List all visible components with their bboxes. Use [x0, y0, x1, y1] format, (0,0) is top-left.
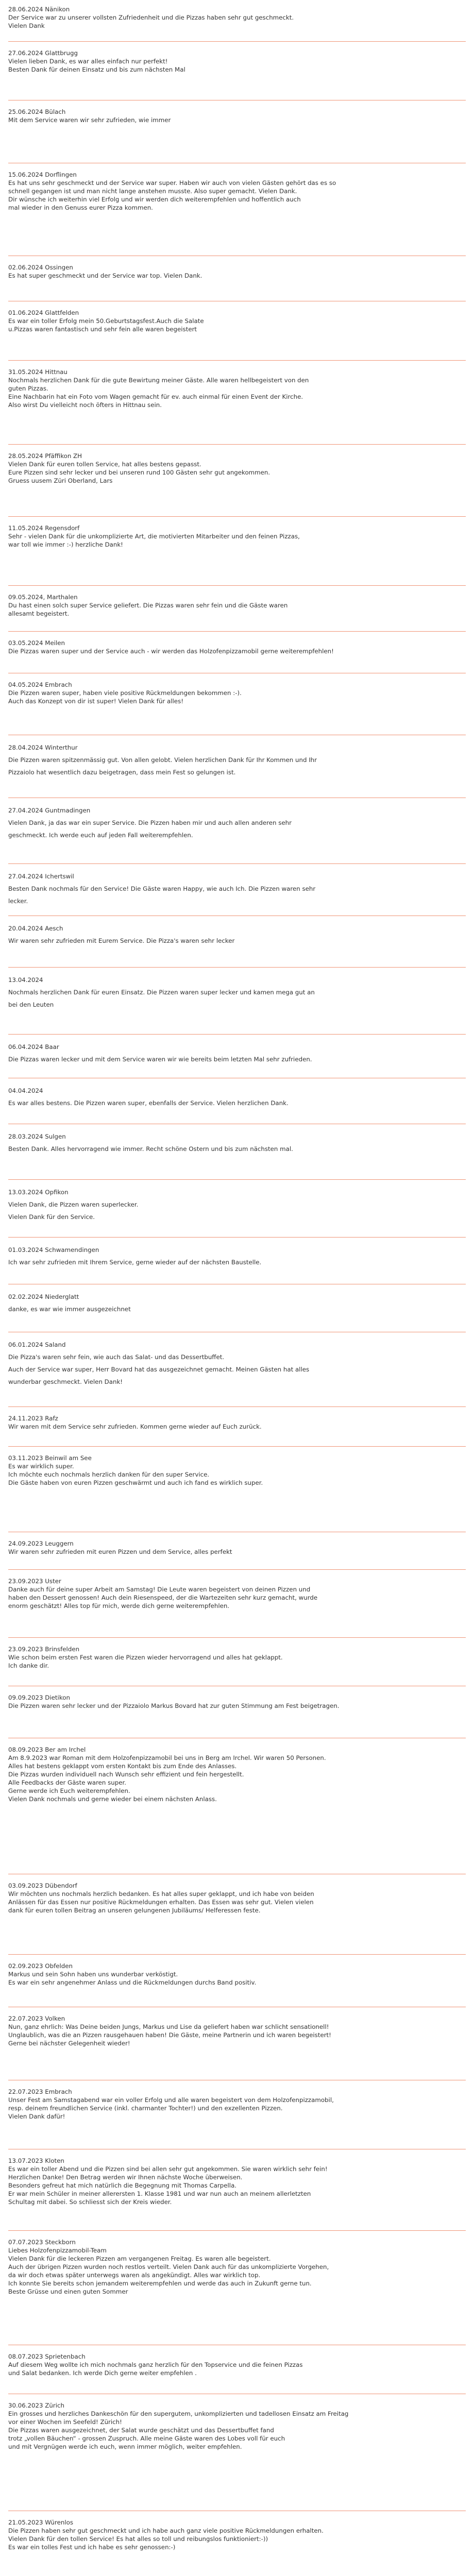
testimonial-entry — [8, 1454, 466, 1532]
testimonial-text-line: da wir doch etwas später unterwegs waren als angekündigt. Alles war wirklich top. — [8, 2272, 261, 2279]
testimonial-text-line: Eure Pizzen sind sehr lecker und bei unseren rund 100 Gästen sehr gut angekommen. — [8, 469, 270, 476]
testimonial-entry — [8, 309, 466, 361]
testimonial-entry — [8, 639, 466, 673]
testimonial-text-line: Ein grosses und herzliches Dankeschön für den supergutem, unkomplizierten und tadellosen Einsatz am Freitag — [8, 2410, 349, 2417]
testimonial-text-line: Am 8.9.2023 war Roman mit dem Holzofenpizzamobil bei uns in Berg am Irchel. Wir waren 50 Personen. — [8, 1754, 326, 1761]
testimonial-text-line: Die Pizzen waren spitzenmässig gut. Von allen gelobt. Vielen herzlichen Dank für Ihr Kommen und Ihr — [8, 756, 317, 764]
testimonial-text-line: Auch das Konzept von dir ist super! Vielen Dank für alles! — [8, 698, 183, 705]
testimonial-text-line: Gruess uusem Züri Oberland, Lars — [8, 477, 113, 484]
testimonial-text-line: Besten Dank nochmals für den Service! Die Gäste waren Happy, wie auch Ich. Die Pizzen waren sehr — [8, 885, 316, 892]
testimonial-date-location: 09.09.2023 Dietikon — [8, 1694, 70, 1701]
testimonial-text-line: Gerne werde ich Euch weiterempfehlen. — [8, 1787, 130, 1794]
testimonial-date-location: 22.07.2023 Volken — [8, 2015, 65, 2022]
testimonial-entry — [8, 2157, 466, 2231]
testimonial-date-location: 30.06.2023 Zürich — [8, 2402, 64, 2409]
testimonial-entry — [8, 2088, 466, 2149]
testimonial-date-location: 13.07.2023 Kloten — [8, 2157, 64, 2164]
testimonial-entry — [8, 975, 466, 1035]
testimonial-entry — [8, 1086, 466, 1124]
testimonial-text-line: Ich konnte Sie bereits schon jemandem weiterempfehlen und werde das auch in Zukunft gerne tun. — [8, 2280, 312, 2287]
testimonial-text-line: Wie schon beim ersten Fest waren die Pizzen wieder hervorragend und alles hat geklappt. — [8, 1654, 283, 1661]
testimonial-text-line: Liebes Holzofenpizzamobil-Team — [8, 2247, 107, 2254]
testimonial-date-location: 01.06.2024 Glattfelden — [8, 309, 79, 316]
testimonial-text-line: Es war ein toller Erfolg mein 50.Geburtstagsfest.Auch die Salate — [8, 317, 204, 325]
testimonial-entry — [8, 1340, 466, 1407]
testimonial-text-line: Vielen Dank, die Pizzen waren superlecker. — [8, 1201, 139, 1208]
testimonial-text-line: vor einer Wochen im Seefeld! Zürich! — [8, 2418, 122, 2426]
testimonial-date-location: 28.06.2024 Nänikon — [8, 6, 70, 13]
testimonial-text-line: u.Pizzas waren fantastisch und sehr fein alle waren begeistert — [8, 326, 197, 333]
testimonial-text-line: Pizzaiolo hat wesentlich dazu beigetragen, dass mein Fest so gelungen ist. — [8, 769, 236, 776]
testimonial-text-line: Herzlichen Danke! Den Betrag werden wir Ihnen nächste Woche überweisen. — [8, 2174, 243, 2181]
testimonial-text-line: Sehr - vielen Dank für die unkomplizierte Art, die motivierten Mitarbeiter und den feinen Pizzas, — [8, 533, 300, 540]
testimonial-text-line: Markus und sein Sohn haben uns wunderbar verköstigt. — [8, 1971, 178, 1978]
testimonial-text-line: Vielen Dank dafür! — [8, 2113, 65, 2120]
testimonial-text-line: und mit Vergnügen werde ich euch, wenn immer möglich, weiter empfehlen. — [8, 2443, 242, 2450]
testimonial-entry — [8, 923, 466, 968]
testimonial-text-line: allesamt begeistert. — [8, 610, 70, 617]
testimonial-date-location: 02.09.2023 Obfelden — [8, 1962, 73, 1970]
testimonial-date-location: 04.05.2024 Embrach — [8, 681, 72, 688]
testimonial-text-line: Besten Dank für deinen Einsatz und bis zum nächsten Mal — [8, 66, 185, 73]
testimonial-text-line: Es hat uns sehr geschmeckt und der Service war super. Haben wir auch von vielen Gästen gehört das es so — [8, 179, 336, 187]
testimonial-entry — [8, 805, 466, 864]
testimonial-text-line: Du hast einen solch super Service geliefert. Die Pizzas waren sehr fein und die Gäste waren — [8, 602, 288, 609]
testimonial-text-line: und Salat bedanken. Ich werde Dich gerne weiter empfehlen . — [8, 2369, 197, 2377]
testimonial-entry — [8, 593, 466, 632]
testimonial-entry — [8, 1042, 466, 1078]
testimonial-entry — [8, 524, 466, 586]
testimonial-entry — [8, 1131, 466, 1180]
testimonial-date-location: 27.04.2024 Guntmadingen — [8, 807, 91, 814]
testimonial-text-line: mal wieder in den Genuss eurer Pizza kommen. — [8, 204, 153, 211]
testimonial-text-line: Die Gäste haben von euren Pizzen geschwärmt und auch ich fand es wirklich super. — [8, 1479, 263, 1486]
testimonial-text-line: haben den Dessert genossen! Auch dein Riesenspeed, der die Wartezeiten sehr kurz gemacht, wurde — [8, 1594, 318, 1601]
testimonial-date-location: 31.05.2024 Hittnau — [8, 368, 67, 376]
testimonial-text-line: Alles hat bestens geklappt vom ersten Kontakt bis zum Ende des Anlasses. — [8, 1762, 237, 1770]
testimonial-date-location: 24.09.2023 Leuggern — [8, 1540, 74, 1547]
testimonial-date-location: 15.06.2024 Dorflingen — [8, 171, 77, 178]
testimonial-text-line: Es war ein toller Abend und die Pizzen sind bei allen sehr gut angekommen. Sie waren wirklich sehr fein! — [8, 2165, 328, 2173]
testimonial-entry — [8, 1187, 466, 1238]
testimonial-text-line: Unser Fest am Samstagabend war ein voller Erfolg und alle waren begeistert von dem Holzofenpizzamobil, — [8, 2096, 334, 2104]
testimonial-text-line: Gerne bei nächster Gelegenheit wieder! — [8, 2040, 130, 2047]
testimonial-text-line: Ich danke dir. — [8, 1662, 49, 1669]
testimonial-text-line: resp. deinem freundlichen Service (inkl. charmanter Tochter!) und den exzellenten Pizzen. — [8, 2105, 283, 2112]
testimonial-date-location: 28.04.2024 Winterthur — [8, 744, 78, 751]
testimonial-text-line: Wir waren mit dem Service sehr zufrieden. Kommen gerne wieder auf Euch zurück. — [8, 1423, 262, 1430]
testimonial-date-location: 28.03.2024 Sulgen — [8, 1133, 66, 1140]
testimonial-entry — [8, 368, 466, 445]
testimonial-text-line: Danke auch für deine super Arbeit am Samstag! Die Leute waren begeistert von deinen Pizzen und — [8, 1586, 311, 1593]
testimonial-text-line: Ich war sehr zufrieden mit Ihrem Service, gerne wieder auf der nächsten Baustelle. — [8, 1259, 262, 1266]
testimonial-text-line: Also wirst Du vielleicht noch öfters in Hittnau sein. — [8, 401, 162, 409]
testimonial-text-line: Eine Nachbarin hat ein Foto vom Wagen gemacht für ev. auch einmal für einen Event der Kirche. — [8, 393, 303, 400]
testimonial-entry — [8, 1693, 466, 1738]
testimonial-date-location: 06.01.2024 Saland — [8, 1341, 66, 1348]
testimonial-text-line: Wir waren sehr zufrieden mit Eurem Service. Die Pizza's waren sehr lecker — [8, 937, 235, 944]
testimonial-text-line: Mit dem Service waren wir sehr zufrieden, wie immer — [8, 116, 171, 124]
testimonial-text-line: Alle Feedbacks der Gäste waren super. — [8, 1779, 127, 1786]
testimonial-date-location: 07.07.2023 Steckborn — [8, 2239, 76, 2246]
testimonial-text-line: Die Pizzas waren lecker und mit dem Service waren wir wie bereits beim letzten Mal sehr zufrieden. — [8, 1056, 312, 1063]
testimonial-date-location: 20.04.2024 Aesch — [8, 925, 63, 932]
testimonial-entry — [8, 742, 466, 798]
testimonial-date-location: 02.02.2024 Niederglatt — [8, 1293, 79, 1300]
testimonial-date-location: 08.07.2023 Sprietenbach — [8, 2353, 86, 2360]
testimonial-entry — [8, 1745, 466, 1874]
testimonial-text-line: Auch der Service war super, Herr Bovard hat das ausgezeichnet gemacht. Meinen Gästen hat alles — [8, 1366, 310, 1373]
testimonial-date-location: 04.04.2024 — [8, 1087, 43, 1094]
testimonial-entry — [8, 452, 466, 517]
testimonial-text-line: Vielen lieben Dank, es war alles einfach nur perfekt! — [8, 58, 168, 65]
testimonial-text-line: Die Pizzas wurden individuell nach Wunsch sehr effizient und fein hergestellt. — [8, 1771, 244, 1778]
testimonial-entry — [8, 1882, 466, 1955]
testimonial-text-line: Die Pizzen haben sehr gut geschmeckt und ich habe auch ganz viele positive Rückmeldungen erhalten. — [8, 2527, 324, 2534]
testimonial-text-line: danke, es war wie immer ausgezeichnet — [8, 1306, 131, 1313]
testimonial-date-location: 03.05.2024 Meilen — [8, 639, 65, 647]
testimonial-text-line: Auch der übrigen Pizzen wurden noch restlos verteilt. Vielen Dank auch für das unkomplizierte Vorgehen, — [8, 2263, 329, 2270]
testimonial-text-line: enorm geschätzt! Alles top für mich, werde dich gerne weiterempfehlen. — [8, 1602, 230, 1609]
testimonial-date-location: 08.09.2023 Ber am Irchel — [8, 1746, 86, 1753]
testimonial-text-line: Es hat super geschmeckt und der Service war top. Vielen Dank. — [8, 272, 202, 279]
testimonial-entry — [8, 2352, 466, 2394]
testimonial-text-line: Auf diesem Weg wollte ich mich nochmals ganz herzlich für den Topservice und die feinen Pizzas — [8, 2361, 303, 2368]
testimonial-date-location: 06.04.2024 Baar — [8, 1043, 59, 1050]
testimonial-entry — [8, 108, 466, 163]
testimonial-entry — [8, 171, 466, 256]
testimonial-text-line: wunderbar geschmeckt. Vielen Dank! — [8, 1378, 123, 1385]
testimonial-text-line: Er war mein Schüler in meiner allerersten 1. Klasse 1981 und war nun auch an meinem allerletzten — [8, 2190, 311, 2197]
testimonial-text-line: Vielen Dank — [8, 22, 45, 29]
testimonial-text-line: lecker. — [8, 897, 28, 905]
testimonial-text-line: Wir waren sehr zufrieden mit euren Pizzen und dem Service, alles perfekt — [8, 1548, 232, 1555]
testimonial-text-line: Nochmals herzlichen Dank für euren Einsatz. Die Pizzen waren super lecker und kamen mega gut an — [8, 989, 315, 996]
testimonial-entry — [8, 49, 466, 100]
testimonial-text-line: Nochmals herzlichen Dank für die gute Bewirtung meiner Gäste. Alle waren hellbegeistert von den — [8, 377, 309, 384]
testimonial-date-location: 23.09.2023 Uster — [8, 1578, 61, 1585]
testimonial-text-line: Beste Grüsse und einen guten Sommer — [8, 2288, 128, 2295]
testimonial-entry — [8, 1414, 466, 1447]
testimonial-text-line: Unglaublich, was die an Pizzen rausgehauen haben! Die Gäste, meine Partnerin und ich waren begeistert! — [8, 2031, 331, 2039]
testimonial-entry — [8, 1245, 466, 1284]
testimonial-text-line: Vielen Dank für den Service. — [8, 1213, 95, 1221]
testimonial-text-line: Die Pizzas waren ausgezeichnet, der Salat wurde geschätzt und das Dessertbuffet fand — [8, 2427, 274, 2434]
testimonial-text-line: Es war alles bestens. Die Pizzen waren super, ebenfalls der Service. Vielen herzlichen Dank. — [8, 1099, 289, 1107]
testimonial-entry — [8, 5, 466, 42]
testimonial-text-line: Vielen Dank nochmals und gerne wieder bei einem nächsten Anlass. — [8, 1795, 217, 1803]
testimonial-date-location: 24.11.2023 Rafz — [8, 1415, 58, 1422]
testimonial-entry — [8, 1645, 466, 1686]
testimonial-entry — [8, 1577, 466, 1638]
testimonial-text-line: Vielen Dank für den tollen Service! Es hat alles so toll und reibungslos funktioniert:-)) — [8, 2535, 268, 2543]
testimonial-date-location: 03.11.2023 Beinwil am See — [8, 1454, 92, 1462]
testimonial-date-location: 21.05.2023 Würenlos — [8, 2519, 73, 2526]
testimonial-text-line: Anlässen für das Essen nur positive Rückmeldungen erhalten. Das Essen was sehr gut. Vielen vielen — [8, 1899, 314, 1906]
testimonial-date-location: 02.06.2024 Ossingen — [8, 264, 73, 271]
testimonial-text-line: Die Pizzas waren super und der Service auch - wir werden das Holzofenpizzamobil gerne weiterempfehlen! — [8, 648, 334, 655]
testimonial-date-location: 25.06.2024 Bülach — [8, 108, 66, 115]
testimonial-text-line: bei den Leuten — [8, 1001, 54, 1008]
testimonial-text-line: guten Pizzas. — [8, 385, 48, 392]
testimonial-entry — [8, 1962, 466, 2007]
testimonial-text-line: Es war ein sehr angenehmer Anlass und die Rückmeldungen durchs Band positiv. — [8, 1979, 257, 1986]
testimonial-text-line: Wir möchten uns nochmals herzlich bedanken. Es hat alles super geklappt, und ich habe von beiden — [8, 1890, 314, 1897]
testimonial-entry — [8, 681, 466, 735]
testimonial-text-line: Ich möchte euch nochmals herzlich danken für den super Service. — [8, 1471, 210, 1478]
testimonial-text-line: Vielen Dank für euren tollen Service, hat alles bestens gepasst. — [8, 461, 201, 468]
testimonial-date-location: 22.07.2023 Embrach — [8, 2088, 72, 2095]
testimonial-date-location: 03.09.2023 Dübendorf — [8, 1882, 77, 1889]
testimonial-text-line: Der Service war zu unserer vollsten Zufriedenheit und die Pizzas haben sehr gut geschmeckt. — [8, 14, 294, 21]
testimonial-text-line: Besten Dank. Alles hervorragend wie immer. Recht schöne Ostern und bis zum nächsten mal. — [8, 1145, 293, 1153]
testimonial-date-location: 11.05.2024 Regensdorf — [8, 524, 80, 532]
testimonial-date-location: 27.04.2024 Ichertswil — [8, 873, 74, 880]
testimonial-entry — [8, 871, 466, 916]
testimonial-entry — [8, 2014, 466, 2080]
testimonial-entry — [8, 2518, 466, 2576]
testimonial-text-line: Dir wünsche ich weiterhin viel Erfolg und wir werden dich weiterempfehlen und hoffentlich auch — [8, 196, 301, 203]
testimonial-date-location: 09.05.2024, Marthalen — [8, 594, 78, 601]
testimonial-entry — [8, 2238, 466, 2345]
testimonial-text-line: Vielen Dank für die leckeren Pizzen am vergangenen Freitag. Es waren alle begeistert. — [8, 2255, 271, 2262]
testimonial-text-line: Nun, ganz ehrlich: Was Deine beiden Jungs, Markus und Lise da geliefert haben war schlicht sensationell! — [8, 2023, 329, 2030]
testimonial-text-line: Die Pizza's waren sehr fein, wie auch das Salat- und das Dessertbuffet. — [8, 1353, 225, 1361]
testimonial-text-line: dank für euren tollen Beitrag an unseren gelungenen Jubiläums/ Helferessen feste. — [8, 1907, 261, 1914]
testimonial-text-line: Es war wirklich super. — [8, 1463, 74, 1470]
testimonial-text-line: Die Pizzen waren super, haben viele positive Rückmeldungen bekommen :-). — [8, 689, 242, 697]
testimonial-entry — [8, 263, 466, 301]
testimonial-text-line: Es war ein tolles Fest und ich habe es sehr genossen:-) — [8, 2544, 176, 2551]
testimonial-date-location: 28.05.2024 Pfäffikon ZH — [8, 452, 82, 460]
testimonial-text-line: schnell gegangen ist und man nicht lange anstehen musste. Also super gemacht. Vielen Dank. — [8, 188, 297, 195]
testimonial-date-location: 13.04.2024 — [8, 976, 43, 984]
testimonial-text-line: Die Pizzen waren sehr lecker und der Pizzaiolo Markus Bovard hat zur guten Stimmung am Fest beigetragen. — [8, 1702, 340, 1709]
testimonial-entry — [8, 1539, 466, 1570]
testimonial-date-location: 01.03.2024 Schwamendingen — [8, 1246, 99, 1253]
testimonial-text-line: geschmeckt. Ich werde euch auf jeden Fall weiterempfehlen. — [8, 832, 193, 839]
testimonial-date-location: 23.09.2023 Brinsfelden — [8, 1646, 80, 1653]
testimonial-date-location: 27.06.2024 Glattbrugg — [8, 49, 78, 57]
testimonial-text-line: Vielen Dank, ja das war ein super Service. Die Pizzen haben mir und auch allen anderen sehr — [8, 819, 292, 826]
testimonial-entry — [8, 1292, 466, 1332]
testimonial-text-line: Schultag mit dabei. So schliesst sich der Kreis wieder. — [8, 2198, 172, 2206]
testimonial-text-line: trotz „vollen Bäuchen“ - grossen Zuspruch. Alle meine Gäste waren des Lobes voll für euch — [8, 2435, 285, 2442]
testimonial-date-location: 13.03.2024 Opfikon — [8, 1189, 69, 1196]
testimonial-text-line: war toll wie immer :-) herzliche Dank! — [8, 541, 123, 548]
testimonial-text-line: Besonders gefreut hat mich natürlich die Begegnung mit Thomas Carpella. — [8, 2182, 237, 2189]
testimonial-entry — [8, 2401, 466, 2511]
